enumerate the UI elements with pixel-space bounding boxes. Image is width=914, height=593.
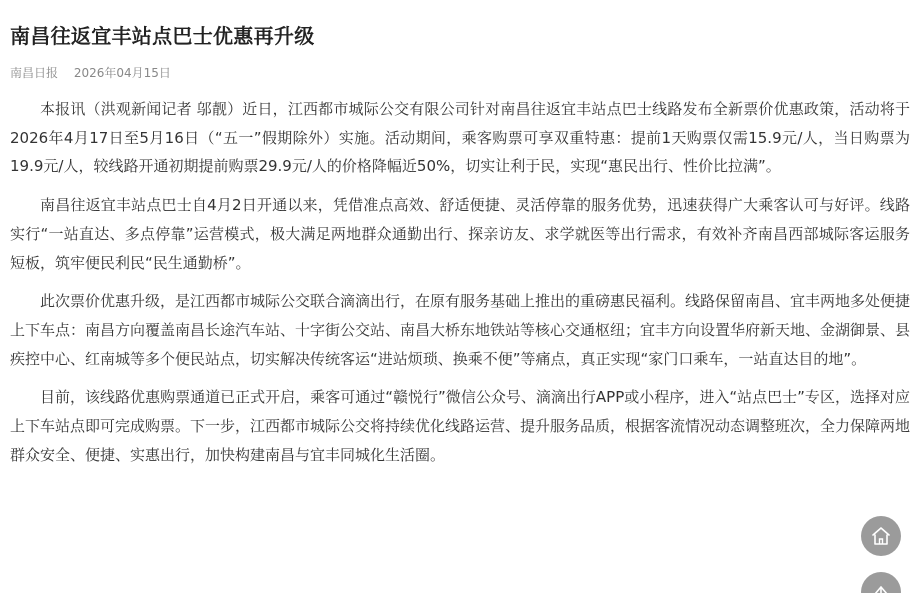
article-paragraph: 本报讯（洪观新闻记者 邬靓）近日，江西都市城际公交有限公司针对南昌往返宜丰站点巴士线路发布全新票价优惠政策，活动将于2026年4月17日至5月16日（“五一”假期除外）实施。活动期间，乘客购票可享双重特惠：提前1天购票仅需15.9元/人，当日购票为19.9元/人，较线路开通初期提前购票29.9元/人的价格降幅近50%，切实让利于民，实现“惠民出行、性价比拉满”。	[10, 100, 910, 176]
arrow-up-icon	[871, 582, 891, 593]
back-to-top-button[interactable]	[861, 572, 901, 593]
article-source: 南昌日报	[10, 66, 59, 80]
home-button[interactable]	[861, 516, 901, 556]
article-title: 南昌往返宜丰站点巴士优惠再升级	[10, 24, 315, 49]
home-icon	[870, 526, 892, 546]
article-paragraph: 此次票价优惠升级，是江西都市城际公交联合滴滴出行，在原有服务基础上推出的重磅惠民福利。线路保留南昌、宜丰两地多处便捷上下车点：南昌方向覆盖南昌长途汽车站、十字街公交站、南昌大桥东地铁站等核心交通枢纽；宜丰方向设置华府新天地、金湖御景、县疾控中心、红南城等多个便民站点，切实解决传统客运“进站烦琐、换乘不便”等痛点，真正实现“家门口乘车，一站直达目的地”。	[10, 292, 911, 368]
article-paragraph: 目前，该线路优惠购票通道已正式开启，乘客可通过“赣悦行”微信公众号、滴滴出行APP或小程序，进入“站点巴士”专区，选择对应上下车站点即可完成购票。下一步，江西都市城际公交将持续优化线路运营、提升服务品质，根据客流情况动态调整班次，全力保障两地群众安全、便捷、实惠出行，加快构建南昌与宜丰同城化生活圈。	[10, 388, 911, 464]
article-paragraph: 南昌往返宜丰站点巴士自4月2日开通以来，凭借准点高效、舒适便捷、灵活停靠的服务优势，迅速获得广大乘客认可与好评。线路实行“一站直达、多点停靠”运营模式，极大满足两地群众通勤出行、探亲访友、求学就医等出行需求，有效补齐南昌西部城际客运服务短板，筑牢便民利民“民生通勤桥”。	[10, 196, 910, 272]
article-meta	[10, 64, 171, 82]
article-body	[10, 95, 910, 479]
article-date: 2026年04月15日	[73, 66, 171, 80]
